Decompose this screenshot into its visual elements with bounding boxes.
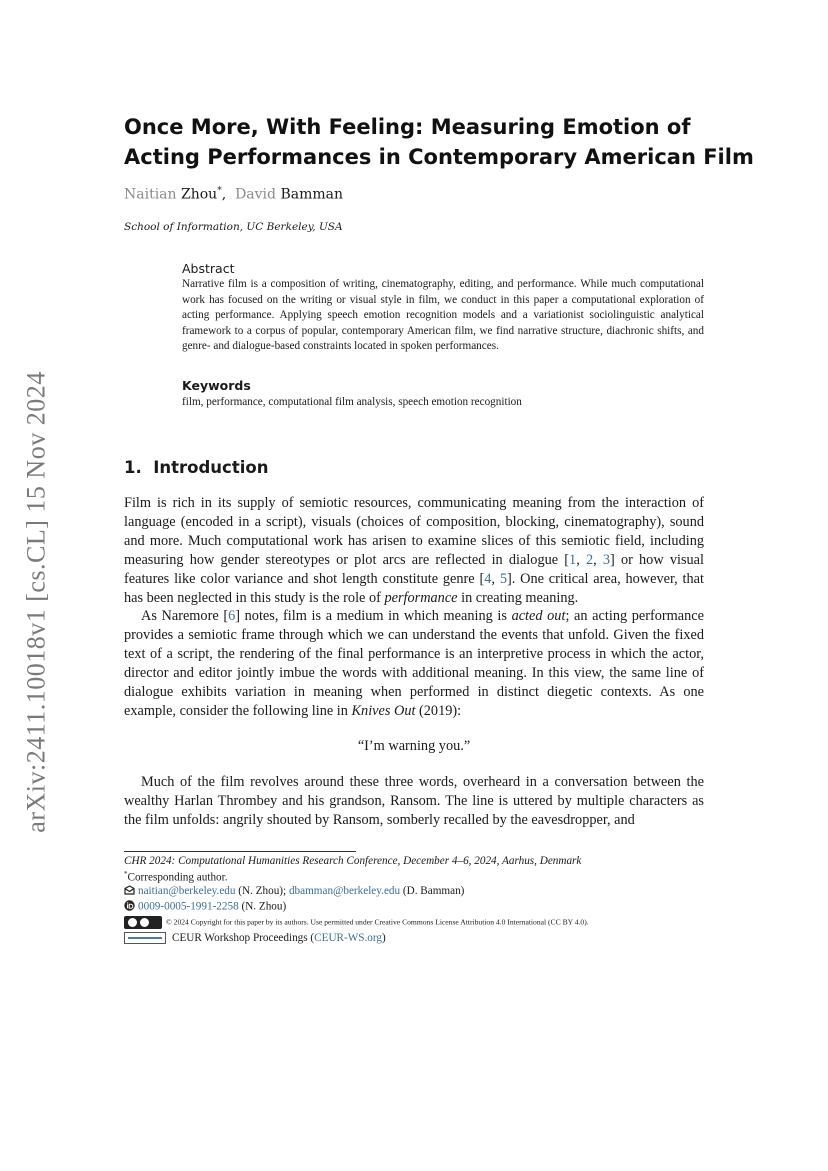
- ceur-note: [124, 932, 386, 944]
- paragraph-text: Film is rich in its supply of semiotic resources, communicating meaning from the interaction of language (encoded in a script), visuals (choices of composition, blocking, cinematography), sound and more. Much computational work has arisen to examine slices of this semiotic field, including measuring how gender stereotypes or plot arcs are reflected in dialogue [: [124, 495, 704, 568]
- emphasis: acted out: [511, 608, 566, 624]
- envelope-icon: [124, 885, 135, 898]
- corresponding-text: Corresponding author.: [127, 871, 228, 884]
- title-line-1: Once More, With Feeling: Measuring Emotion of: [124, 115, 691, 139]
- author-last-name: Zhou: [181, 186, 218, 203]
- ceur-logo-icon: [124, 932, 166, 944]
- abstract-text: Narrative film is a composition of writing, cinematography, editing, and performance. While much computational work has focused on the writing or visual style in film, we conduct in this paper a computational exploration of acting performance. Applying speech emotion recognition models and a variationist sociolinguistic analytical framework to a corpus of popular, contemporary American film, we find narrative structure, diachronic shifts, and genre- and dialogue-based constraints located in spoken performances.: [182, 278, 704, 352]
- affiliation: School of Information, UC Berkeley, USA: [124, 221, 343, 233]
- email-note: [124, 885, 464, 898]
- section-heading: [124, 458, 268, 477]
- film-title: Knives Out: [351, 703, 416, 719]
- keywords-text: film, performance, computational film analysis, speech emotion recognition: [182, 396, 522, 408]
- author-last-name: Bamman: [280, 186, 343, 203]
- paragraph: [124, 607, 704, 721]
- conference-note: CHR 2024: Computational Humanities Research Conference, December 4–6, 2024, Aarhus, Denmark: [124, 855, 582, 867]
- orcid-icon: [124, 900, 135, 914]
- emphasis: performance: [384, 590, 458, 606]
- author-list: Naitian Zhou*, David Bamman: [124, 186, 343, 203]
- section-number: 1.: [124, 458, 142, 477]
- paragraph-text: ]. One critical area, however, that has been neglected in this study is the role of: [124, 571, 704, 606]
- citation-link[interactable]: 4: [484, 571, 492, 587]
- email-owner: (D. Bamman): [400, 885, 465, 898]
- quoted-line: “I’m warning you.”: [357, 738, 471, 754]
- author-first-name: David: [235, 186, 276, 203]
- orcid-note: [124, 900, 286, 914]
- paper-title: [124, 112, 754, 172]
- author-first-name: Naitian: [124, 186, 177, 203]
- paragraph-text: ] or how visual features like color variance and shot length constitute genre [: [124, 552, 704, 587]
- title-line-2: Acting Performances in Contemporary American Film: [124, 145, 754, 169]
- corresponding-mark: *: [217, 186, 222, 196]
- separator: ,: [576, 552, 586, 568]
- orcid-link[interactable]: 0009-0005-1991-2258: [138, 900, 239, 913]
- section-title: Introduction: [153, 458, 269, 477]
- separator: ,: [593, 552, 603, 568]
- footnote-rule: [124, 851, 356, 852]
- ceur-text: ): [382, 932, 386, 944]
- paragraph: Much of the film revolves around these three words, overheard in a conversation between the wealthy Harlan Thrombey and his grandson, Ransom. The line is uttered by multiple characters as the film unfolds: angrily shouted by Ransom, somberly recalled by the eavesdropper, and: [124, 774, 704, 828]
- ceur-link[interactable]: CEUR-WS.org: [314, 932, 383, 944]
- citation-link[interactable]: 2: [585, 552, 594, 568]
- orcid-owner: (N. Zhou): [238, 900, 287, 913]
- arxiv-id: arXiv:2411.10018v1 [cs.CL] 15 Nov 2024: [22, 371, 51, 833]
- corresponding-note: [124, 870, 228, 884]
- copyright-note: [124, 916, 589, 929]
- citation-link[interactable]: 1: [569, 552, 577, 568]
- citation-link[interactable]: 5: [499, 571, 507, 587]
- corresponding-mark: *: [124, 870, 128, 878]
- abstract-heading: Abstract: [182, 261, 235, 276]
- email-link[interactable]: dbamman@berkeley.edu: [288, 885, 401, 898]
- copyright-text: © 2024 Copyright for this paper by its authors. Use permitted under Creative Commons License Attribution 4.0 International (CC BY 4.0).: [166, 917, 589, 927]
- paragraph: [124, 494, 704, 608]
- arxiv-stamp: [22, 352, 52, 852]
- citation-link[interactable]: 6: [228, 608, 236, 624]
- paragraph-text: (2019):: [415, 703, 462, 719]
- ceur-text: CEUR Workshop Proceedings (: [172, 932, 315, 944]
- paragraph-text: in creating meaning.: [457, 590, 579, 606]
- paragraph-text: As Naremore [: [141, 608, 229, 624]
- email-owner: (N. Zhou);: [235, 885, 289, 898]
- keywords-heading: Keywords: [182, 378, 251, 393]
- citation-link[interactable]: 3: [602, 552, 611, 568]
- email-link[interactable]: naitian@berkeley.edu: [138, 885, 236, 898]
- cc-license-icon: [124, 916, 162, 929]
- paragraph-text: ] notes, film is a medium in which meaning is: [235, 608, 512, 624]
- separator: ,: [491, 571, 500, 587]
- paragraph-text: ; an acting performance provides a semiotic frame through which we can understand the events that unfold. Given the fixed text of a script, the rendering of the final performance is an interpretive process in which the actor, director and editor jointly imbue the words with additional meaning. In this view, the same line of dialogue exhibits variation in meaning when performed in distinct diegetic contexts. As one example, consider the following line in: [124, 608, 704, 719]
